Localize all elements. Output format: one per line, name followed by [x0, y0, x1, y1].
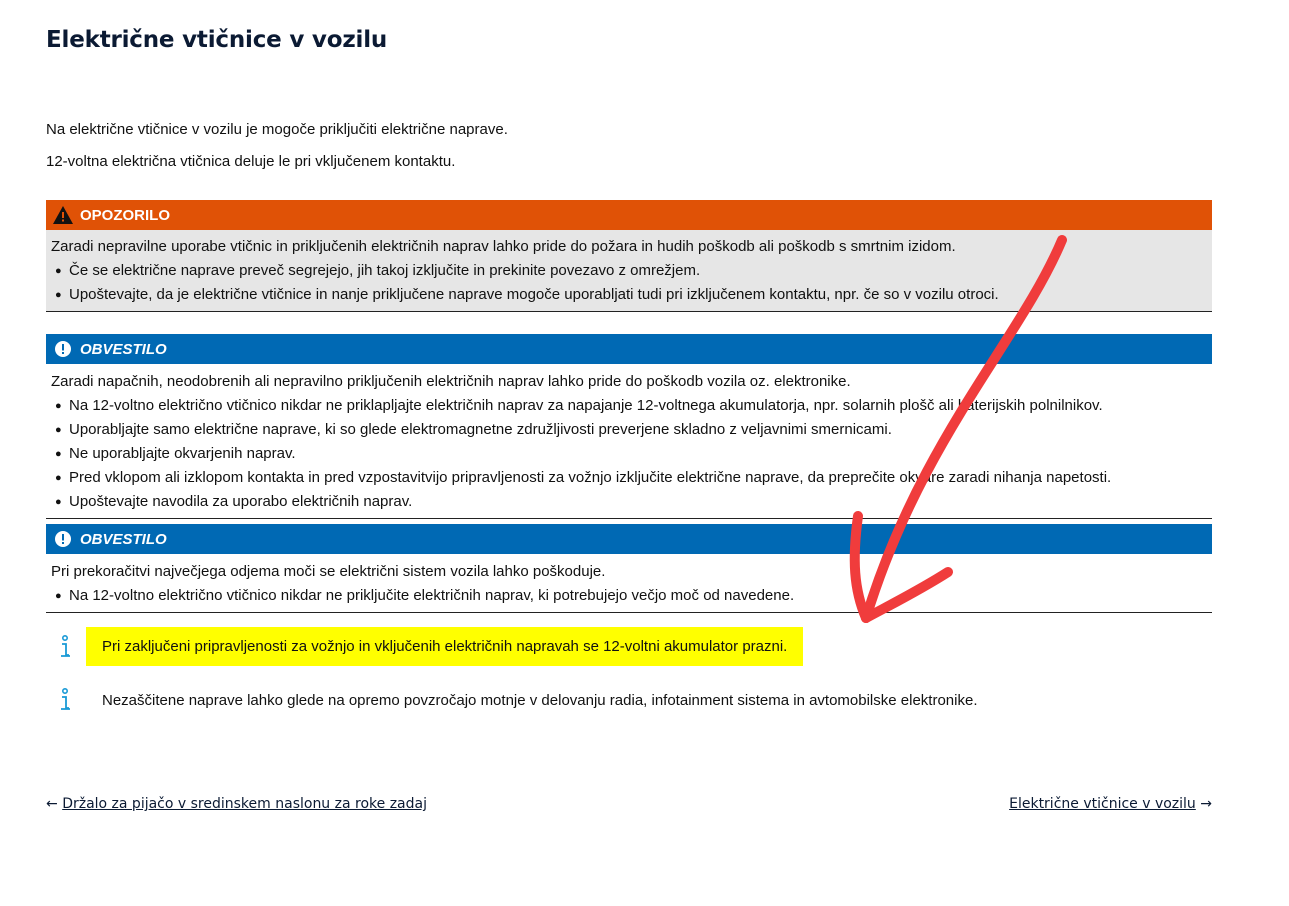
list-item: ● Upoštevajte navodila za uporabo električnih naprav.	[51, 490, 1212, 514]
warning-header	[46, 200, 1212, 230]
list-item: ● Če se električne naprave preveč segrejejo, jih takoj izključite in prekinite povezavo z omrežjem.	[51, 259, 1212, 283]
warning-title: OPOZORILO	[80, 206, 170, 224]
notice-list	[51, 394, 1212, 514]
next-page-label[interactable]: Električne vtičnice v vozilu	[1009, 796, 1196, 812]
list-item: ● Na 12-voltno električno vtičnico nikdar ne priklapljajte električnih naprav za napajanje 12-voltnega akumulatorja, npr. solarnih plošč ali baterijskih polnilnikov.	[51, 394, 1212, 418]
next-page-link[interactable]	[1009, 796, 1212, 812]
warning-triangle-icon	[52, 205, 74, 225]
list-item: ● Pred vklopom ali izklopom kontakta in pred vzpostavitvijo pripravljenosti za vožnjo izključite električne naprave, da preprečite okvare zaradi nihanja napetosti.	[51, 466, 1212, 490]
notice-header	[46, 524, 1212, 554]
warning-box	[46, 200, 1212, 312]
info-note	[46, 627, 803, 666]
exclamation-circle-icon	[52, 339, 74, 359]
notice-box	[46, 524, 1212, 613]
notice-header	[46, 334, 1212, 364]
warning-list	[51, 259, 1212, 307]
page-title: Električne vtičnice v vozilu	[46, 27, 388, 53]
info-icon	[46, 635, 86, 659]
info-note	[46, 688, 978, 712]
info-text: Nezaščitene naprave lahko glede na opremo povzročajo motnje v delovanju radia, infotainment sistema in avtomobilske elektronike.	[102, 691, 978, 709]
prev-page-label[interactable]: Držalo za pijačo v sredinskem naslonu za roke zadaj	[62, 796, 427, 812]
notice-box	[46, 334, 1212, 519]
intro-paragraph: Na električne vtičnice v vozilu je mogoče priključiti električne naprave.	[46, 121, 508, 138]
notice-title: OBVESTILO	[80, 340, 167, 358]
list-item: ● Upoštevajte, da je električne vtičnice in nanje priključene naprave mogoče uporabljati tudi pri izključenem kontaktu, npr. če so v vozilu otroci.	[51, 283, 1212, 307]
intro-paragraph: 12-voltna električna vtičnica deluje le pri vključenem kontaktu.	[46, 153, 456, 170]
list-item: ● Na 12-voltno električno vtičnico nikdar ne priključite električnih naprav, ki potrebujejo večjo moč od navedene.	[51, 584, 1212, 608]
list-item: ● Uporabljajte samo električne naprave, ki so glede elektromagnetne združljivosti preverjene skladno z veljavnimi smernicami.	[51, 418, 1212, 442]
arrow-left-icon: ←	[46, 796, 58, 812]
notice-title: OBVESTILO	[80, 530, 167, 548]
exclamation-circle-icon	[52, 529, 74, 549]
arrow-right-icon: →	[1200, 796, 1212, 812]
info-text-highlighted: Pri zaključeni pripravljenosti za vožnjo in vključenih električnih napravah se 12-voltni akumulator prazni.	[86, 627, 803, 666]
warning-body	[46, 230, 1212, 312]
notice-list	[51, 584, 1212, 608]
notice-body	[46, 554, 1212, 613]
notice-body	[46, 364, 1212, 519]
notice-lead: Zaradi napačnih, neodobrenih ali nepravilno priključenih električnih naprav lahko pride do poškodb vozila oz. elektronike.	[51, 373, 851, 390]
prev-page-link[interactable]	[46, 796, 427, 812]
list-item: ● Ne uporabljajte okvarjenih naprav.	[51, 442, 1212, 466]
warning-lead: Zaradi nepravilne uporabe vtičnic in priključenih električnih naprav lahko pride do požara in hudih poškodb ali poškodb s smrtnim izidom.	[51, 238, 956, 255]
notice-lead: Pri prekoračitvi največjega odjema moči se električni sistem vozila lahko poškoduje.	[51, 563, 606, 580]
info-icon	[46, 688, 86, 712]
